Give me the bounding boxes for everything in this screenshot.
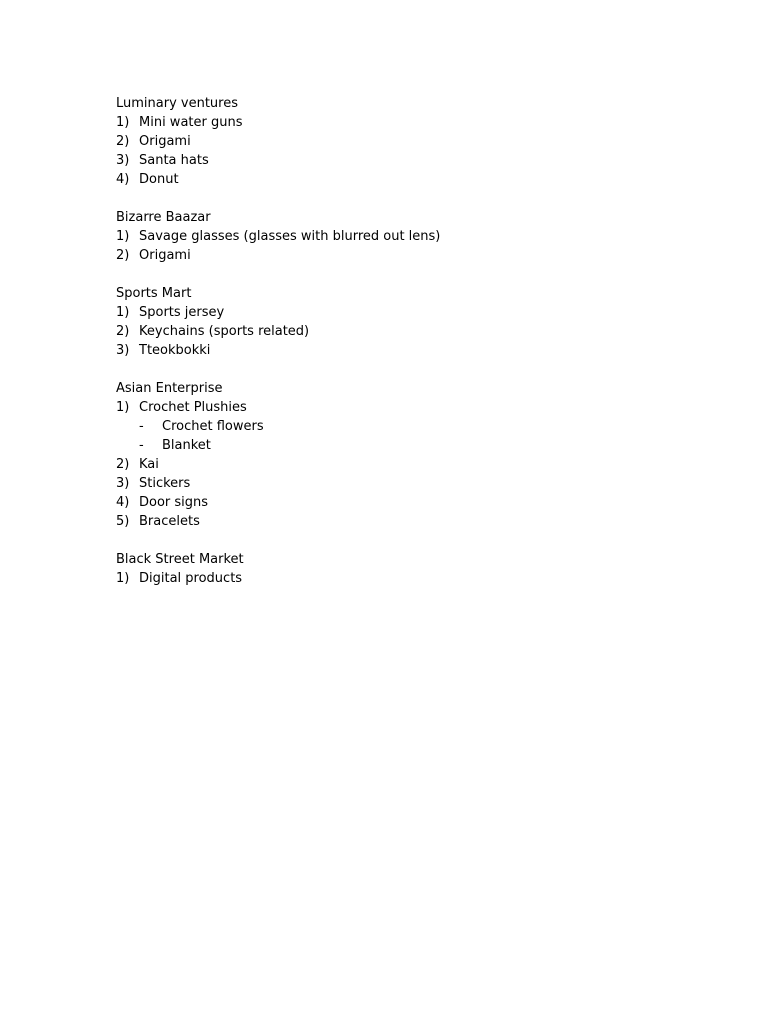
list-item (116, 303, 736, 322)
section-spacer (116, 360, 736, 379)
sub-list-item-text: Crochet flowers (162, 419, 264, 434)
sub-list-dash: - (139, 438, 144, 453)
list-item-text: Kai (139, 457, 159, 472)
list-number: 1) (116, 305, 130, 320)
list-item (116, 170, 736, 189)
list-item-text: Tteokbokki (139, 343, 211, 358)
sub-list-item (116, 436, 736, 455)
section-title: Sports Mart (116, 286, 192, 301)
list-item (116, 227, 736, 246)
list-item (116, 151, 736, 170)
list-number: 4) (116, 495, 130, 510)
list-item (116, 341, 736, 360)
list-item (116, 113, 736, 132)
section-spacer (116, 265, 736, 284)
list-number: 2) (116, 457, 130, 472)
list-item-text: Digital products (139, 571, 243, 586)
list-item-text: Bracelets (139, 514, 200, 529)
list-item (116, 322, 736, 341)
list-number: 2) (116, 248, 130, 263)
list-item (116, 512, 736, 531)
sub-list-item (116, 417, 736, 436)
list-number: 1) (116, 229, 130, 244)
list-number: 3) (116, 476, 130, 491)
section-title: Luminary ventures (116, 96, 239, 111)
list-number: 1) (116, 115, 130, 130)
document-page (116, 94, 736, 588)
list-number: 2) (116, 324, 130, 339)
list-item-text: Origami (139, 248, 191, 263)
list-item (116, 474, 736, 493)
list-number: 4) (116, 172, 130, 187)
list-item (116, 132, 736, 151)
list-number: 1) (116, 571, 130, 586)
list-item-text: Donut (139, 172, 179, 187)
list-item (116, 493, 736, 512)
list-item-text: Santa hats (139, 153, 209, 168)
list-item (116, 455, 736, 474)
list-item-text: Stickers (139, 476, 191, 491)
sub-list-dash: - (139, 419, 144, 434)
list-item-text: Mini water guns (139, 115, 243, 130)
list-item-text: Savage glasses (glasses with blurred out lens) (139, 229, 441, 244)
section-spacer (116, 531, 736, 550)
section-spacer (116, 189, 736, 208)
list-item (116, 398, 736, 417)
list-number: 2) (116, 134, 130, 149)
list-item-text: Door signs (139, 495, 209, 510)
sub-list-item-text: Blanket (162, 438, 211, 453)
list-item-text: Keychains (sports related) (139, 324, 310, 339)
list-number: 3) (116, 343, 130, 358)
section-title: Asian Enterprise (116, 381, 223, 396)
list-item (116, 569, 736, 588)
list-item-text: Crochet Plushies (139, 400, 247, 415)
list-item (116, 246, 736, 265)
list-item-text: Origami (139, 134, 191, 149)
list-item-text: Sports jersey (139, 305, 225, 320)
section-title: Black Street Market (116, 552, 244, 567)
list-number: 5) (116, 514, 130, 529)
section-title: Bizarre Baazar (116, 210, 211, 225)
list-number: 3) (116, 153, 130, 168)
list-number: 1) (116, 400, 130, 415)
